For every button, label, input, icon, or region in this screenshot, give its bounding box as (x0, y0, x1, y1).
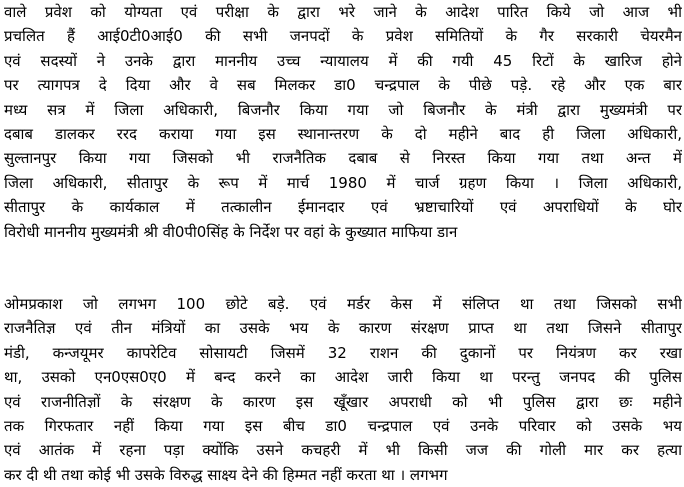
text-line: मध्य सत्र में जिला अधिकारी, बिजनौर किया गया जो बिजनौर के मंत्री द्वारा मुख्यमंत्री पर (4, 100, 682, 119)
text-line: मंडी, कन्जयूमर कापरेटिव सोसायटी जिसमें 32 राशन की दुकानों पर नियंत्रण कर रखा (4, 343, 682, 362)
text-line: एवं आतंक में रहना पड़ा क्योंकि उसने कचहरी में भी किसी जज की गोली मार कर हत्या (4, 441, 682, 460)
text-line: सीतापुर के कार्यकाल में तत्कालीन ईमानदार एवं भ्रष्टाचारियों एवं अपराधियों के घोर (4, 198, 682, 217)
text-line: राजनैतिज्ञ एवं तीन मंत्रियों का उसके भय के कारण संरक्षण प्राप्त था तथा जिसने सीतापुर (4, 319, 682, 338)
text-line: प्रचलित हैं आई0टी0आई0 की सभी जनपदों के प्रवेश समितियों के गैर सरकारी चेयरमैन (4, 27, 682, 46)
text-line: एवं राजनीतिज्ञों के संरक्षण के कारण इस खूँखार अपराधी को भी पुलिस द्वारा छः महीने (4, 392, 682, 411)
text-line: विरोधी माननीय मुख्यमंत्री श्री वी0पी0सिंह के निर्देश पर वहां के कुख्यात माफिया डान (4, 222, 458, 241)
paragraph-1 (4, 0, 682, 244)
text-line: पर त्यागपत्र दे दिया और वे सब मिलकर डा0 चन्द्रपाल के पीछे पड़े. रहे और एक बार (4, 76, 682, 95)
text-line: जिला अधिकारी, सीतापुर के रूप में मार्च 1980 में चार्ज ग्रहण किया । जिला अधिकारी, (4, 173, 682, 192)
text-line: तक गिरफतार नहीं किया गया इस बीच डा0 चन्द्रपाल एवं उनके परिवार को उसके भय (4, 416, 682, 435)
text-line: दबाब डालकर ररद कराया गया इस स्थानान्तरण के दो महीने बाद ही जिला अधिकारी, (4, 124, 682, 143)
text-line: वाले प्रवेश को योग्यता एवं परीक्षा के द्वारा भरे जाने के आदेश पारित किये जो आज भी (4, 3, 682, 21)
text-line: सुल्तानपुर किया गया जिसको भी राजनैतिक दबाब से निरस्त किया गया तथा अन्त में (4, 149, 682, 168)
text-line: ओमप्रकाश जो लगभग 100 छोटे बड़े. एवं मर्डर केस में संलिप्त था तथा जिसको सभी (4, 295, 682, 313)
text-line: एवं सदस्यों ने उनके द्वारा माननीय उच्च न्यायालय में की गयी 45 रिटों के खारिज होने (4, 51, 682, 70)
text-line: था, उसको एन0एस0ए0 में बन्द करने का आदेश जारी किया था परन्तु जनपद की पुलिस (4, 368, 682, 387)
paragraph-2 (4, 292, 682, 487)
text-line: कर दी थी तथा कोई भी उसके विरुद्ध साक्ष्य देने की हिम्मत नहीं करता था । लगभग (4, 465, 448, 484)
